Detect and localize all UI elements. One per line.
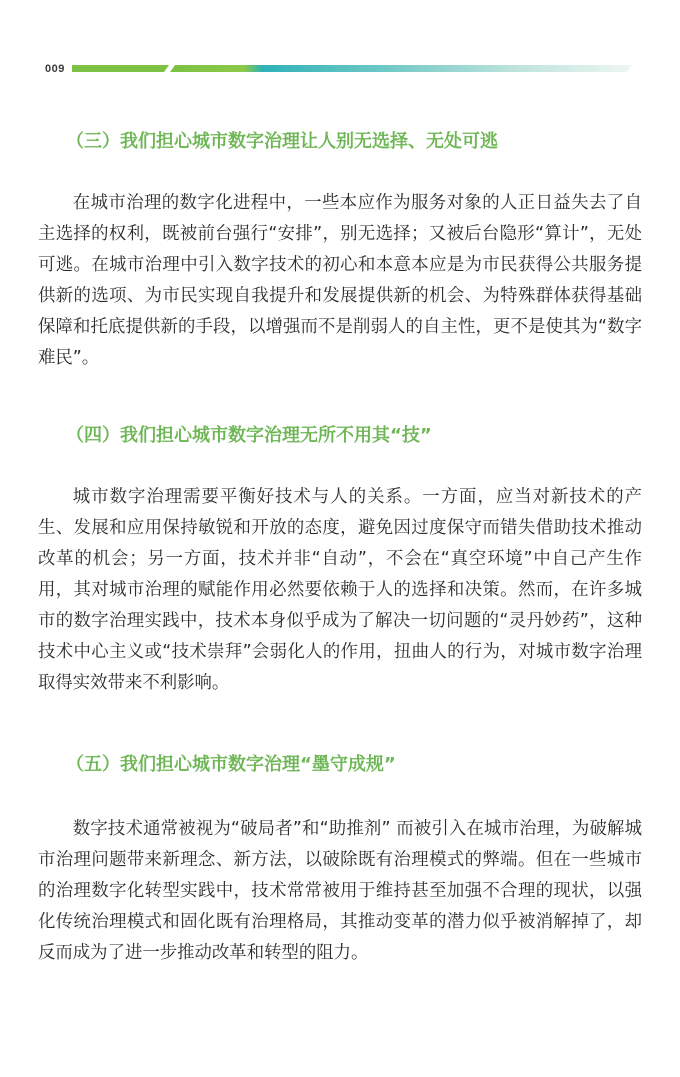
header-decorative-bar xyxy=(72,65,632,72)
page-header xyxy=(45,62,635,76)
section-paragraph-4: 城市数字治理需要平衡好技术与人的关系。一方面，应当对新技术的产生、发展和应用保持敏锐和开放的态度，避免因过度保守而错失借助技术推动改革的机会；另一方面，技术并非“自动”，不会在“真空环境”中自己产生作用，其对城市治理的赋能作用必然要依赖于人的选择和决策。然而，在许多城市的数字治理实践中，技术本身似乎成为了解决一切问题的“灵丹妙药”，这种技术中心主义或“技术崇拜”会弱化人的作用，扭曲人的行为，对城市数字治理取得实效带来不利影响。 xyxy=(38,487,642,693)
header-bar-gradient-segment xyxy=(170,65,632,72)
section-heading-4: （四）我们担心城市数字治理无所不用其“技” xyxy=(66,425,432,446)
page-number: 009 xyxy=(45,63,65,75)
section-heading-3: （三）我们担心城市数字治理让人别无选择、无处可逃 xyxy=(66,131,498,152)
section-paragraph-3: 在城市治理的数字化进程中，一些本应作为服务对象的人正日益失去了自主选择的权利，既被前台强行“安排”，别无选择；又被后台隐形“算计”，无处可逃。在城市治理中引入数字技术的初心和本意本应是为市民获得公共服务提供新的选项、为市民实现自我提升和发展提供新的机会、为特殊群体获得基础保障和托底提供新的手段，以增强而不是削弱人的自主性，更不是使其为“数字难民”。 xyxy=(38,193,642,368)
header-bar-green-segment xyxy=(72,65,169,72)
section-heading-5: （五）我们担心城市数字治理“墨守成规” xyxy=(66,754,396,775)
section-paragraph-5: 数字技术通常被视为“破局者”和“助推剂” 而被引入在城市治理，为破解城市治理问题带来新理念、新方法，以破除既有治理模式的弊端。但在一些城市的治理数字化转型实践中，技术常常被用于维持甚至加强不合理的现状，以强化传统治理模式和固化既有治理格局，其推动变革的潜力似乎被消解掉了，却反而成为了进一步推动改革和转型的阻力。 xyxy=(38,819,642,963)
